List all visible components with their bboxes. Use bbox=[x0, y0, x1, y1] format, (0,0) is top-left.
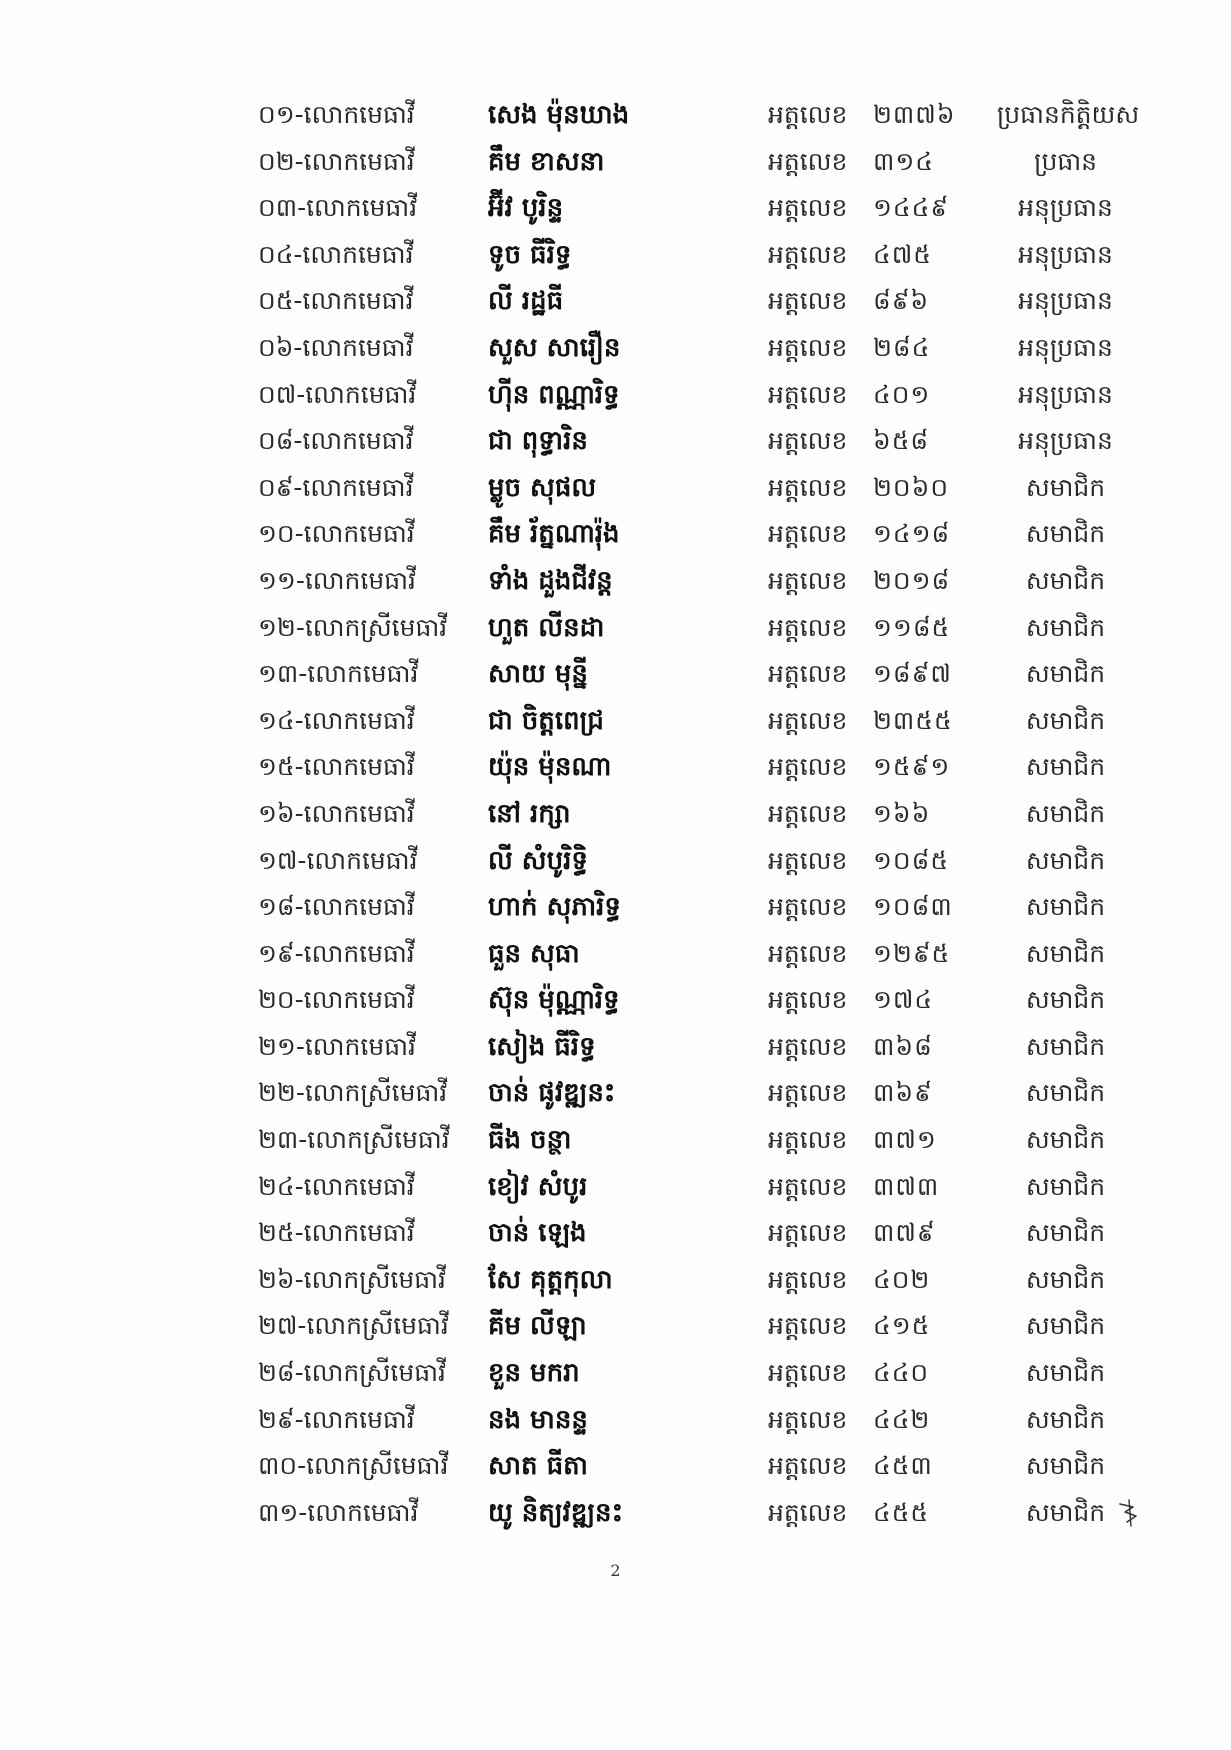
member-role: អនុប្រធាន bbox=[1018, 286, 1113, 316]
member-number-label: អត្តលេខ bbox=[768, 193, 848, 223]
member-name: ជា ចិត្តពេជ្រ bbox=[488, 705, 604, 736]
member-row bbox=[258, 1257, 1158, 1304]
member-name: សៀង ធីរិទ្ធ bbox=[488, 1031, 596, 1062]
member-row bbox=[258, 884, 1158, 931]
member-title: ០៧-លោកមេធាវី bbox=[258, 379, 417, 409]
member-role: សមាជិក bbox=[1025, 1311, 1106, 1341]
member-title: ២២-លោកស្រីមេធាវី bbox=[258, 1078, 448, 1108]
member-title: ១៣-លោកមេធាវី bbox=[258, 659, 419, 689]
member-number-label: អត្តលេខ bbox=[768, 426, 848, 456]
member-title: ០៥-លោកមេធាវី bbox=[258, 286, 414, 316]
member-name: ទាំង ដួងជីវន្ត bbox=[488, 565, 613, 596]
member-row bbox=[258, 325, 1158, 372]
member-title: ១៩-លោកមេធាវី bbox=[258, 938, 415, 968]
member-row bbox=[258, 698, 1158, 745]
member-role: សមាជិក bbox=[1025, 519, 1106, 549]
member-row bbox=[258, 465, 1158, 512]
member-row bbox=[258, 139, 1158, 186]
member-number: ៤០២ bbox=[873, 1264, 931, 1294]
member-row bbox=[258, 558, 1158, 605]
member-number-label: អត្តលេខ bbox=[768, 332, 848, 362]
member-name: យ៉ុន ម៉ុនណា bbox=[488, 752, 612, 783]
member-number-label: អត្តលេខ bbox=[768, 565, 848, 595]
member-row bbox=[258, 185, 1158, 232]
member-number-label: អត្តលេខ bbox=[768, 472, 848, 502]
member-role: អនុប្រធាន bbox=[1018, 239, 1113, 269]
member-row bbox=[258, 1024, 1158, 1071]
member-row bbox=[258, 977, 1158, 1024]
member-number: ១១៨៥ bbox=[873, 612, 951, 642]
member-name: នង មានន្ទ bbox=[488, 1404, 588, 1435]
member-row bbox=[258, 838, 1158, 885]
member-title: ០១-លោកមេធាវី bbox=[258, 100, 415, 129]
member-row bbox=[258, 1070, 1158, 1117]
member-title: ២៩-លោកមេធាវី bbox=[258, 1404, 415, 1434]
member-title: ១៨-លោកមេធាវី bbox=[258, 892, 415, 922]
member-number: ៤៥៣ bbox=[873, 1451, 933, 1481]
member-number-label: អត្តលេខ bbox=[768, 1171, 848, 1201]
member-title: ០៨-លោកមេធាវី bbox=[258, 426, 414, 456]
member-number: ២៣៥៥ bbox=[873, 705, 953, 735]
member-row bbox=[258, 791, 1158, 838]
member-row bbox=[258, 1164, 1158, 1211]
member-number: ៦៥៨ bbox=[873, 426, 930, 456]
member-number: ២០៦០ bbox=[873, 472, 950, 502]
member-name: សាត ធីតា bbox=[488, 1451, 588, 1482]
member-name: ចាន់ ឡេង bbox=[488, 1218, 587, 1249]
member-name: ស៊ុន ម៉ុណ្ណារិទ្ធ bbox=[488, 985, 620, 1016]
member-row bbox=[258, 232, 1158, 279]
member-role: ប្រធាន bbox=[1034, 146, 1097, 176]
member-name: នៅ រក្សា bbox=[488, 798, 571, 829]
member-number-label: អត្តលេខ bbox=[768, 892, 848, 922]
member-number: ៤០១ bbox=[873, 379, 931, 409]
member-row bbox=[258, 418, 1158, 465]
member-name: យូ និត្យវឌ្ឍនះ bbox=[488, 1497, 623, 1528]
member-row bbox=[258, 1397, 1158, 1444]
member-name: សែ គុត្តកុលា bbox=[488, 1264, 613, 1295]
member-role: សមាជិក bbox=[1025, 1125, 1106, 1155]
member-row bbox=[258, 605, 1158, 652]
member-name: ធីង ចន្ថា bbox=[488, 1125, 572, 1156]
member-number: ២៣៧៦ bbox=[873, 100, 956, 129]
member-role: សមាជិក bbox=[1025, 472, 1106, 502]
member-role: សមាជិក bbox=[1025, 985, 1106, 1015]
member-number: ១៤៤៩ bbox=[873, 193, 950, 223]
member-number-label: អត្តលេខ bbox=[768, 845, 848, 875]
page-number: 2 bbox=[610, 1561, 621, 1580]
member-number: ១០៨៣ bbox=[873, 892, 953, 922]
member-name: ហាក់ សុភារិទ្ធ bbox=[488, 892, 621, 923]
member-role: អនុប្រធាន bbox=[1018, 332, 1113, 362]
member-title: ១៦-លោកមេធាវី bbox=[258, 798, 415, 828]
member-name: គឹម រ័ត្នណារ៉ុង bbox=[488, 519, 620, 550]
member-row bbox=[258, 1443, 1158, 1490]
member-title: ១១-លោកមេធាវី bbox=[258, 565, 416, 595]
member-title: ២៧-លោកស្រីមេធាវី bbox=[258, 1311, 449, 1341]
member-number-label: អត្តលេខ bbox=[768, 1218, 848, 1248]
member-number: ៨៩៦ bbox=[873, 286, 930, 316]
member-name: សាយ មុន្នី bbox=[488, 659, 588, 690]
member-role: សមាជិក bbox=[1025, 1404, 1106, 1434]
member-row bbox=[258, 1490, 1158, 1537]
member-row bbox=[258, 278, 1158, 325]
member-title: ២៨-លោកស្រីមេធាវី bbox=[258, 1358, 446, 1388]
member-title: ៣១-លោកមេធាវី bbox=[258, 1497, 419, 1527]
member-name: ចាន់ ផូវឌ្ឍនះ bbox=[488, 1078, 616, 1109]
member-number-label: អត្តលេខ bbox=[768, 1031, 848, 1061]
member-name: លី រដ្ឋធី bbox=[488, 286, 564, 317]
member-number-label: អត្តលេខ bbox=[768, 100, 848, 129]
member-role: សមាជិក bbox=[1025, 612, 1106, 642]
member-role: សមាជិក bbox=[1025, 565, 1106, 595]
member-title: ០៩-លោកមេធាវី bbox=[258, 472, 414, 502]
member-role: សមាជិក bbox=[1025, 938, 1106, 968]
member-number: ១៦៦ bbox=[873, 798, 931, 828]
member-name: ហ៊ីន ពណ្ណារិទ្ធ bbox=[488, 379, 620, 410]
member-name: លី សំបូរិទ្ធិ bbox=[488, 845, 588, 876]
member-number-label: អត្តលេខ bbox=[768, 239, 848, 269]
member-title: ២៦-លោកស្រីមេធាវី bbox=[258, 1264, 446, 1294]
member-number-label: អត្តលេខ bbox=[768, 1451, 848, 1481]
member-number: ៤៤២ bbox=[873, 1404, 931, 1434]
member-number-label: អត្តលេខ bbox=[768, 1311, 848, 1341]
member-row bbox=[258, 1210, 1158, 1257]
member-number: ២០១៨ bbox=[873, 565, 951, 595]
member-number-label: អត្តលេខ bbox=[768, 659, 848, 689]
member-number-label: អត្តលេខ bbox=[768, 146, 848, 176]
member-number: ១៨៩៧ bbox=[873, 659, 952, 689]
member-name: អ៊ីវ បូរិន្ទ bbox=[488, 193, 564, 224]
member-title: ០៣-លោកមេធាវី bbox=[258, 193, 418, 223]
member-row bbox=[258, 1303, 1158, 1350]
member-row bbox=[258, 651, 1158, 698]
member-role: សមាជិក bbox=[1025, 1171, 1106, 1201]
member-title: ១២-លោកស្រីមេធាវី bbox=[258, 612, 448, 642]
member-title: ២០-លោកមេធាវី bbox=[258, 985, 415, 1015]
member-number-label: អត្តលេខ bbox=[768, 1404, 848, 1434]
member-role: ប្រធានកិត្តិយស bbox=[996, 100, 1140, 129]
member-role: សមាជិក bbox=[1025, 1218, 1106, 1248]
member-role: សមាជិក bbox=[1025, 705, 1106, 735]
member-number-label: អត្តលេខ bbox=[768, 938, 848, 968]
member-role: សមាជិក bbox=[1025, 1264, 1106, 1294]
member-title: ១៧-លោកមេធាវី bbox=[258, 845, 418, 875]
member-role: សមាជិក bbox=[1025, 659, 1106, 689]
member-role: សមាជិក bbox=[1025, 752, 1106, 782]
member-row bbox=[258, 744, 1158, 791]
member-number-label: អត្តលេខ bbox=[768, 1358, 848, 1388]
member-role: សមាជិក bbox=[1025, 845, 1106, 875]
member-name: គឹម ខាសនា bbox=[488, 146, 605, 177]
member-title: ០២-លោកមេធាវី bbox=[258, 146, 415, 176]
handwritten-mark-icon bbox=[1117, 1498, 1139, 1528]
member-role: អនុប្រធាន bbox=[1018, 379, 1113, 409]
member-name: ហួត លីនដា bbox=[488, 612, 605, 643]
member-row bbox=[258, 372, 1158, 419]
member-row bbox=[258, 1117, 1158, 1164]
member-number-label: អត្តលេខ bbox=[768, 985, 848, 1015]
member-name: ទូច ធីរិទ្ធ bbox=[488, 239, 572, 270]
member-name: គីម លីឡា bbox=[488, 1311, 587, 1342]
member-number-label: អត្តលេខ bbox=[768, 1497, 848, 1527]
member-role: សមាជិក bbox=[1025, 1031, 1106, 1061]
member-number-label: អត្តលេខ bbox=[768, 612, 848, 642]
member-number: ៣៦៩ bbox=[873, 1078, 933, 1108]
member-name: សួស សារឿន bbox=[488, 332, 621, 363]
member-role: សមាជិក bbox=[1025, 1497, 1106, 1527]
member-title: ៣០-លោកស្រីមេធាវី bbox=[258, 1451, 449, 1481]
member-title: ១៥-លោកមេធាវី bbox=[258, 752, 415, 782]
member-number: ២៨៤ bbox=[873, 332, 931, 362]
member-number-label: អត្តលេខ bbox=[768, 705, 848, 735]
member-role: សមាជិក bbox=[1025, 1451, 1106, 1481]
member-number: ៣១៤ bbox=[873, 146, 934, 176]
member-number: ៣៧៣ bbox=[873, 1171, 940, 1201]
member-number: ៤៥៥ bbox=[873, 1497, 930, 1527]
member-title: ២៥-លោកមេធាវី bbox=[258, 1218, 415, 1248]
member-title: ០៦-លោកមេធាវី bbox=[258, 332, 414, 362]
member-title: ១០-លោកមេធាវី bbox=[258, 519, 415, 549]
member-number: ១២៩៥ bbox=[873, 938, 951, 968]
member-number: ៣៦៨ bbox=[873, 1031, 933, 1061]
member-number-label: អត្តលេខ bbox=[768, 798, 848, 828]
member-title: ២៤-លោកមេធាវី bbox=[258, 1171, 415, 1201]
member-name: ធួន សុធា bbox=[488, 938, 580, 969]
member-name: ខួន មករា bbox=[488, 1358, 580, 1389]
member-number: ១៧៤ bbox=[873, 985, 934, 1015]
member-number-label: អត្តលេខ bbox=[768, 1264, 848, 1294]
member-number-label: អត្តលេខ bbox=[768, 286, 848, 316]
member-row bbox=[258, 511, 1158, 558]
member-name: ខៀវ សំបូរ bbox=[488, 1171, 588, 1202]
member-number: ៣៧៩ bbox=[873, 1218, 936, 1248]
member-title: ០៤-លោកមេធាវី bbox=[258, 239, 414, 269]
member-number: ១៥៩១ bbox=[873, 752, 951, 782]
member-number: ៤៤០ bbox=[873, 1358, 930, 1388]
member-number-label: អត្តលេខ bbox=[768, 379, 848, 409]
member-name: ម្លូច សុផល bbox=[488, 472, 597, 503]
member-title: ២១-លោកមេធាវី bbox=[258, 1031, 416, 1061]
member-name: ជា ពុទ្ធារិន bbox=[488, 426, 588, 457]
member-row bbox=[258, 1350, 1158, 1397]
member-number: ១៤១៨ bbox=[873, 519, 951, 549]
member-role: អនុប្រធាន bbox=[1018, 426, 1113, 456]
member-number-label: អត្តលេខ bbox=[768, 1078, 848, 1108]
member-number: ៤៧៥ bbox=[873, 239, 932, 269]
member-title: ២៣-លោកស្រីមេធាវី bbox=[258, 1125, 450, 1155]
member-number-label: អត្តលេខ bbox=[768, 1125, 848, 1155]
member-role: សមាជិក bbox=[1025, 1358, 1106, 1388]
member-number: ១០៨៥ bbox=[873, 845, 950, 875]
member-row bbox=[258, 92, 1158, 139]
member-role: សមាជិក bbox=[1025, 1078, 1106, 1108]
member-role: សមាជិក bbox=[1025, 798, 1106, 828]
member-number-label: អត្តលេខ bbox=[768, 752, 848, 782]
member-number: ៣៧១ bbox=[873, 1125, 937, 1155]
member-role: អនុប្រធាន bbox=[1018, 193, 1113, 223]
member-row bbox=[258, 931, 1158, 978]
member-list bbox=[258, 92, 1158, 1536]
member-number-label: អត្តលេខ bbox=[768, 519, 848, 549]
member-title: ១៤-លោកមេធាវី bbox=[258, 705, 415, 735]
member-role: សមាជិក bbox=[1025, 892, 1106, 922]
member-number: ៤១៥ bbox=[873, 1311, 931, 1341]
member-name: សេង ម៉ុនឃាង bbox=[488, 100, 630, 130]
